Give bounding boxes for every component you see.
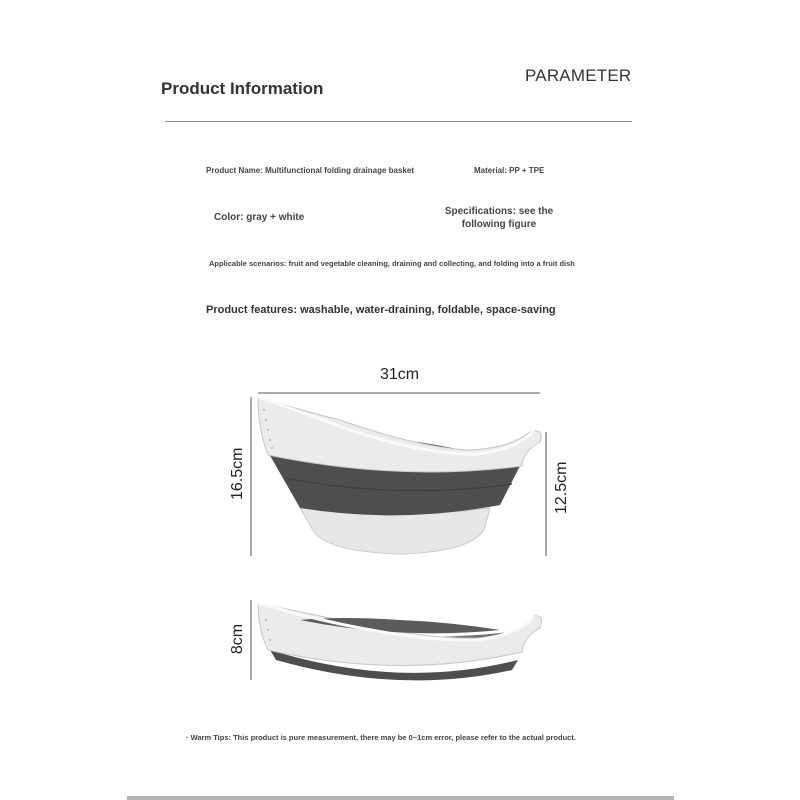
spec-material: Material: PP + TPE xyxy=(474,166,545,175)
width-label: 31cm xyxy=(380,366,420,383)
open-height-label: 16.5cm xyxy=(229,447,246,500)
folded-basket-image xyxy=(258,603,542,680)
spec-scenarios: Applicable scenarios: fruit and vegetable cleaning, draining and collecting, and folding into a fruit dish xyxy=(209,259,575,268)
open-basket-image xyxy=(258,397,541,554)
page-title: Product Information xyxy=(161,79,324,98)
spec-product-name: Product Name: Multifunctional folding drainage basket xyxy=(206,166,415,175)
warm-tips: · Warm Tips: This product is pure measurement, there may be 0~1cm error, please refer to the actual product. xyxy=(186,733,576,742)
parameter-heading: PARAMETER xyxy=(525,66,632,85)
spec-specifications: Specifications: see the following figure xyxy=(444,206,554,230)
bottom-bar xyxy=(127,796,674,800)
spec-color: Color: gray + white xyxy=(214,212,305,223)
product-features: Product features: washable, water-draining, foldable, space-saving xyxy=(206,304,556,316)
folded-height-label: 8cm xyxy=(229,623,246,655)
inner-height-label: 12.5cm xyxy=(553,461,570,514)
